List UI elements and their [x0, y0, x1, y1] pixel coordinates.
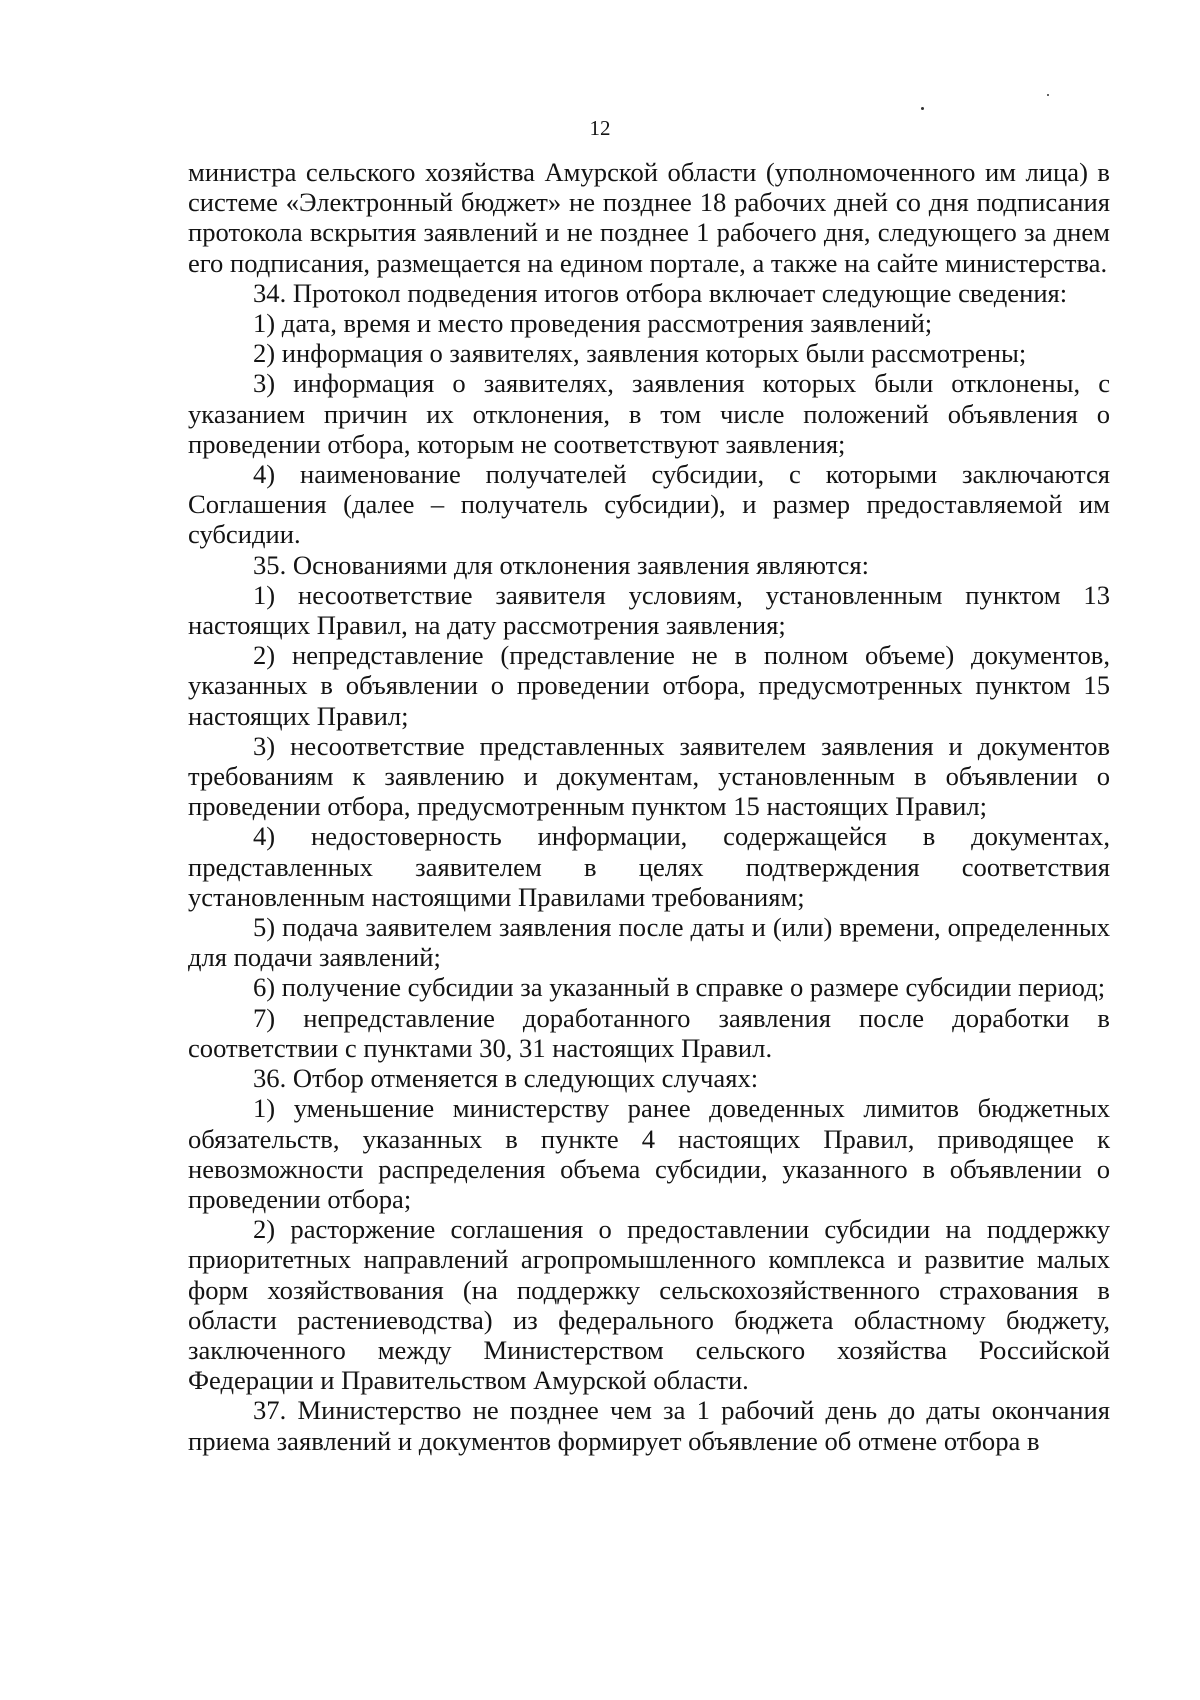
paragraph-p34-1: 1) дата, время и место проведения рассмотрения заявлений; — [253, 308, 933, 339]
paragraph-p35-7: 7) непредставление доработанного заявления после доработки в соответствии с пунктами 30, 31 настоящих Правил. — [188, 1002, 1110, 1063]
paragraph-p35-6: 6) получение субсидии за указанный в справке о размере субсидии период; — [253, 972, 1106, 1003]
paragraph-p36: 36. Отбор отменяется в следующих случаях: — [253, 1063, 759, 1094]
paragraph-p35-3: 3) несоответствие представленных заявителем заявления и документов требованиям к заявлению и документам, установленным в объявлении о проведении отбора, предусмотренным пунктом 15 настоящих Правил; — [188, 730, 1110, 822]
paragraph-p35-2: 2) непредставление (представление не в полном объеме) документов, указанных в объявлении о проведении отбора, предусмотренных пунктом 15 настоящих Правил; — [188, 640, 1110, 731]
paragraph-p34-3: 3) информация о заявителях, заявления которых были отклонены, с указанием причин их отклонения, в том числе положений объявления о проведении отбора, которым не соответствуют заявления; — [188, 368, 1110, 459]
scan-speck — [921, 107, 924, 110]
paragraph-p36-2: 2) расторжение соглашения о предоставлении субсидии на поддержку приоритетных направлений агропромышленного комплекса и развитие малых форм хозяйствования (на поддержку сельскохозяйственного страхования в области растениеводства) из федерального бюджета областному бюджету, заключенного между Министерством сельского хозяйства Российской Федерации и Правительством Амурской области. — [188, 1214, 1110, 1396]
paragraph-p37: 37. Министерство не позднее чем за 1 рабочий день до даты окончания приема заявлений и документов формирует объявление об отмене отбора в — [188, 1395, 1110, 1456]
paragraph-p35: 35. Основаниями для отклонения заявления являются: — [253, 549, 869, 580]
paragraph-p35-4: 4) недостоверность информации, содержащейся в документах, представленных заявителем в целях подтверждения соответствия установленным настоящими Правилами требованиям; — [188, 821, 1110, 912]
page-number: 12 — [589, 116, 611, 140]
paragraph-p35-5: 5) подача заявителем заявления после даты и (или) времени, определенных для подачи заявлений; — [188, 912, 1110, 973]
paragraph-p36-1: 1) уменьшение министерству ранее доведенных лимитов бюджетных обязательств, указанных в пункте 4 настоящих Правил, приводящее к невозможности распределения объема субсидии, указанного в объявлении о проведении отбора; — [188, 1093, 1110, 1214]
scan-speck — [1047, 94, 1049, 96]
paragraph-p35-1: 1) несоответствие заявителя условиям, установленным пунктом 13 настоящих Правил, на дату рассмотрения заявления; — [188, 579, 1110, 641]
document-body — [188, 157, 1110, 1456]
paragraph-p34-2: 2) информация о заявителях, заявления которых были рассмотрены; — [253, 338, 1027, 369]
paragraph-p34: 34. Протокол подведения итогов отбора включает следующие сведения: — [253, 277, 1068, 308]
paragraph-p34-4: 4) наименование получателей субсидии, с которыми заключаются Соглашения (далее – получатель субсидии), и размер предоставляемой им субсидии. — [188, 459, 1110, 550]
paragraph-p-continuation: министра сельского хозяйства Амурской области (уполномоченного им лица) в системе «Электронный бюджет» не позднее 18 рабочих дней со дня подписания протокола вскрытия заявлений и не позднее 1 рабочего дня, следующего за днем его подписания, размещается на едином портале, а также на сайте министерства. — [188, 157, 1110, 278]
